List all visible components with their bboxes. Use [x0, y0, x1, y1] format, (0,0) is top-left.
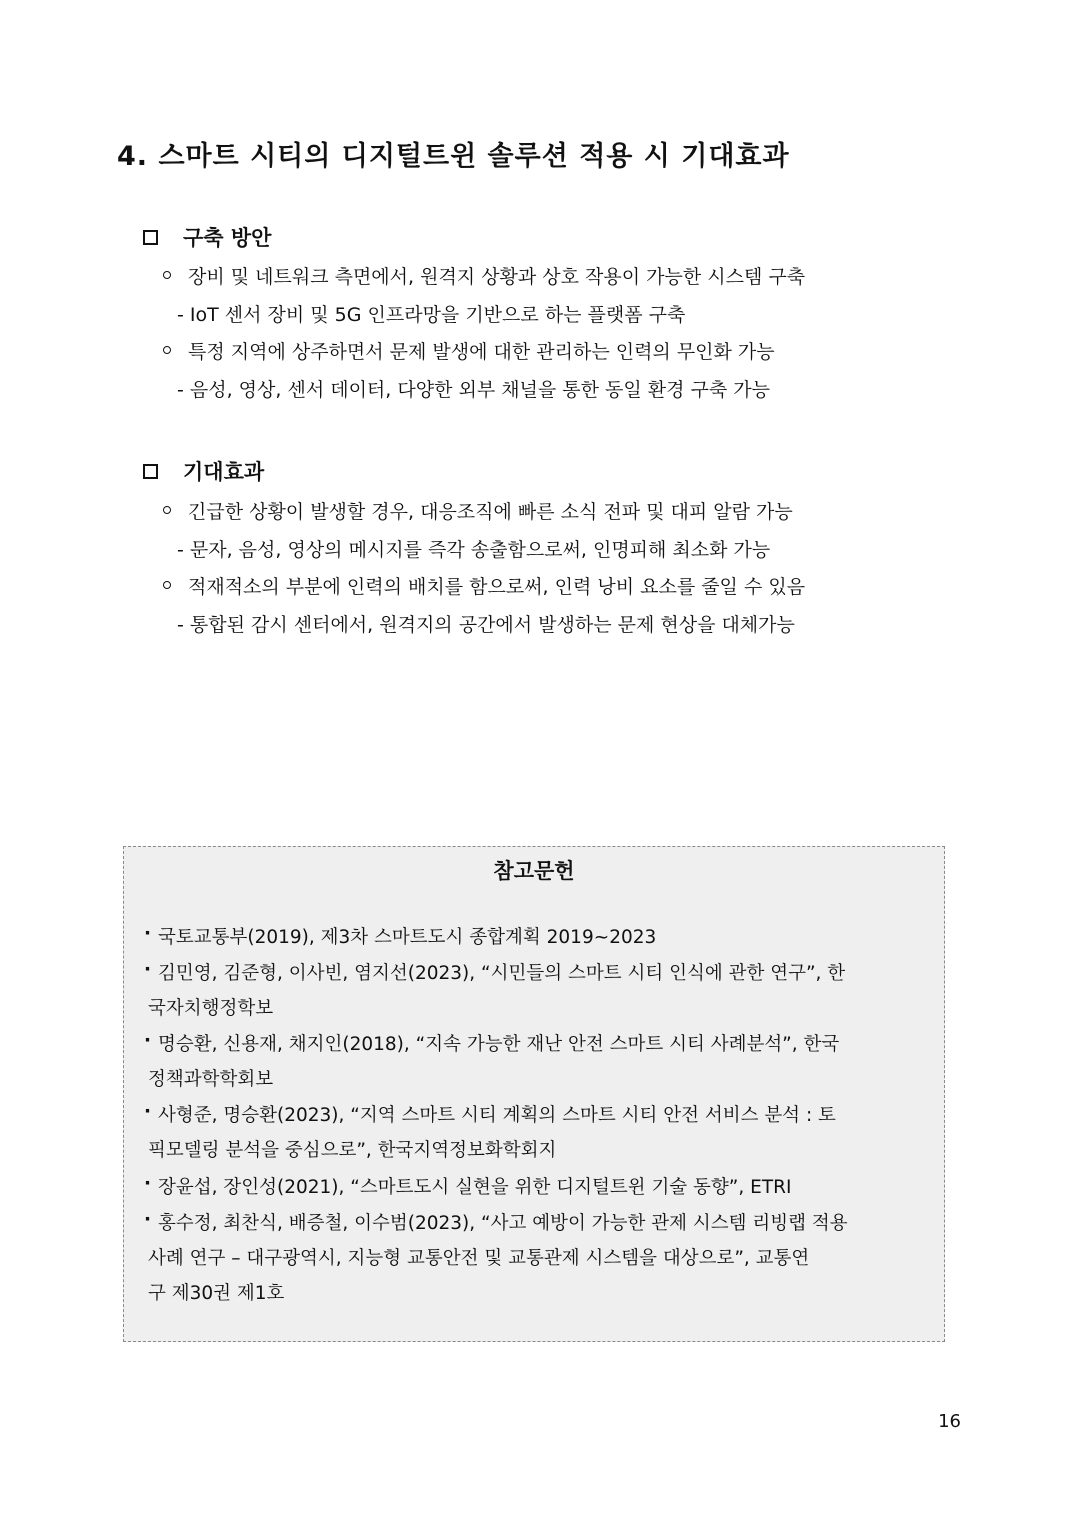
section-heading: 기대효과: [183, 460, 265, 484]
reference-line: 장윤섭, 장인성(2021), “스마트도시 실현을 위한 디지털트윈 기술 동향”, ETRI: [158, 1177, 792, 1198]
list-item: 장비 및 네트워크 측면에서, 원격지 상황과 상호 작용이 가능한 시스템 구축: [188, 266, 806, 288]
reference-line: 픽모델링 분석을 중심으로”, 한국지역정보화학회지: [148, 1140, 557, 1161]
page-title: 4. 스마트 시티의 디지털트윈 솔루션 적용 시 기대효과: [117, 141, 790, 172]
list-subitem: - 음성, 영상, 센서 데이터, 다양한 외부 채널을 통한 동일 환경 구축 가능: [177, 379, 771, 401]
reference-bullet: ·: [144, 1030, 152, 1051]
section-heading: 구축 방안: [183, 226, 272, 250]
square-bullet-icon: [143, 230, 158, 245]
reference-bullet: ·: [144, 1173, 152, 1194]
circle-bullet-icon: [163, 581, 171, 589]
reference-line: 국자치행정학보: [148, 998, 274, 1019]
list-subitem: - IoT 센서 장비 및 5G 인프라망을 기반으로 하는 플랫폼 구축: [177, 304, 686, 326]
reference-bullet: ·: [144, 1209, 152, 1230]
list-subitem: - 통합된 감시 센터에서, 원격지의 공간에서 발생하는 문제 현상을 대체가능: [177, 614, 795, 636]
reference-line: 국토교통부(2019), 제3차 스마트도시 종합계획 2019~2023: [158, 927, 657, 948]
circle-bullet-icon: [163, 346, 171, 354]
reference-line: 홍수정, 최찬식, 배증철, 이수범(2023), “사고 예방이 가능한 관제 시스템 리빙랩 적용: [158, 1213, 848, 1234]
circle-bullet-icon: [163, 506, 171, 514]
reference-line: 사례 연구 – 대구광역시, 지능형 교통안전 및 교통관제 시스템을 대상으로”, 교통연: [148, 1248, 810, 1269]
list-item: 특정 지역에 상주하면서 문제 발생에 대한 관리하는 인력의 무인화 가능: [188, 341, 775, 363]
reference-line: 명승환, 신용재, 채지인(2018), “지속 가능한 재난 안전 스마트 시티 사례분석”, 한국: [158, 1034, 840, 1055]
reference-bullet: ·: [144, 923, 152, 944]
list-item: 긴급한 상황이 발생할 경우, 대응조직에 빠른 소식 전파 및 대피 알람 가능: [188, 501, 793, 523]
circle-bullet-icon: [163, 271, 171, 279]
reference-line: 정책과학학회보: [148, 1069, 274, 1090]
square-bullet-icon: [143, 464, 158, 479]
reference-line: 김민영, 김준형, 이사빈, 염지선(2023), “시민들의 스마트 시티 인식에 관한 연구”, 한: [158, 963, 846, 984]
reference-line: 구 제30권 제1호: [148, 1283, 285, 1304]
list-subitem: - 문자, 음성, 영상의 메시지를 즉각 송출함으로써, 인명피해 최소화 가능: [177, 539, 771, 561]
reference-bullet: ·: [144, 959, 152, 980]
reference-line: 사형준, 명승환(2023), “지역 스마트 시티 계획의 스마트 시티 안전 서비스 분석 : 토: [158, 1105, 836, 1126]
references-box: [123, 846, 945, 1342]
list-item: 적재적소의 부분에 인력의 배치를 함으로써, 인력 낭비 요소를 줄일 수 있음: [188, 576, 806, 598]
page-number: 16: [938, 1411, 961, 1432]
references-title: 참고문헌: [493, 859, 575, 883]
reference-bullet: ·: [144, 1101, 152, 1122]
